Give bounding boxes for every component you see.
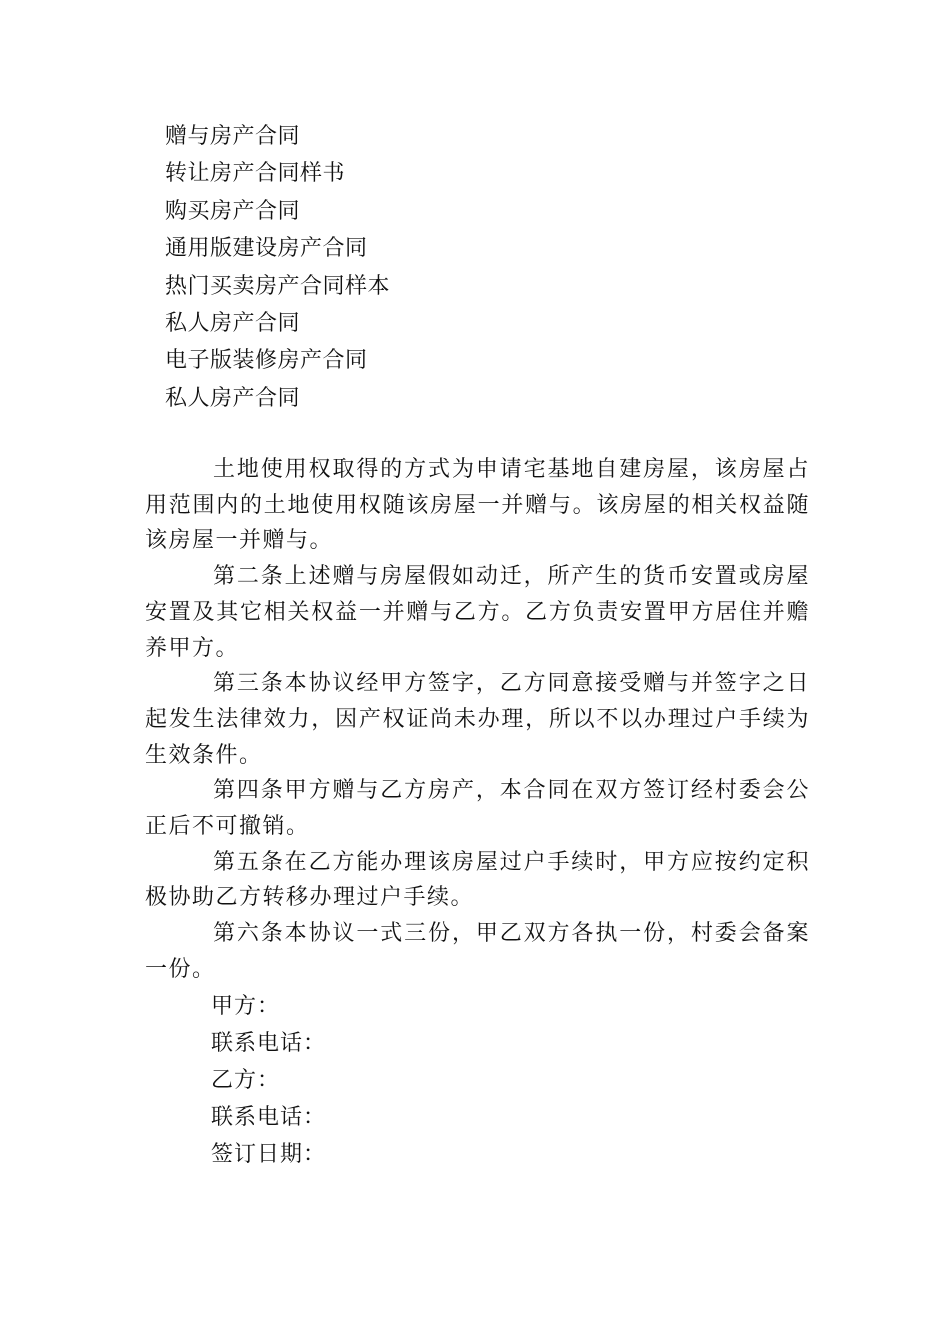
contract-body <box>145 452 810 1173</box>
party-b-phone-label: 联系电话： <box>211 1104 327 1130</box>
party-a-phone-label: 联系电话： <box>211 1030 327 1056</box>
signature-block <box>145 988 810 1173</box>
list-item: 私人房产合同 <box>165 310 301 336</box>
list-item: 通用版建设房产合同 <box>165 236 368 262</box>
party-b-label: 乙方： <box>211 1067 281 1093</box>
list-item: 私人房产合同 <box>165 385 301 411</box>
paragraph-article-2: 第二条上述赠与房屋假如动迁，所产生的货币安置或房屋安置及其它相关权益一并赠与乙方。乙方负责安置甲方居住并赡养甲方。 <box>145 564 810 661</box>
paragraph-article-3: 第三条本协议经甲方签字，乙方同意接受赠与并签字之日起发生法律效力，因产权证尚未办理，所以不以办理过户手续为生效条件。 <box>145 671 810 768</box>
signing-date-label: 签订日期： <box>211 1141 327 1167</box>
list-item: 热门买卖房产合同样本 <box>165 273 391 299</box>
party-a-label: 甲方： <box>211 993 281 1019</box>
list-item: 购买房产合同 <box>165 198 301 224</box>
paragraph-article-6: 第六条本协议一式三份，甲乙双方各执一份，村委会备案一份。 <box>145 921 810 982</box>
paragraph-land-use: 土地使用权取得的方式为申请宅基地自建房屋，该房屋占用范围内的土地使用权随该房屋一并赠与。该房屋的相关权益随该房屋一并赠与。 <box>145 457 810 554</box>
list-item: 转让房产合同样书 <box>165 161 346 187</box>
paragraph-article-5: 第五条在乙方能办理该房屋过户手续时，甲方应按约定积极协助乙方转移办理过户手续。 <box>145 849 810 911</box>
related-contracts-list <box>165 118 805 417</box>
list-item: 赠与房产合同 <box>165 124 301 149</box>
paragraph-article-4: 第四条甲方赠与乙方房产，本合同在双方签订经村委会公正后不可撤销。 <box>145 778 810 840</box>
list-item: 电子版装修房产合同 <box>165 348 368 374</box>
